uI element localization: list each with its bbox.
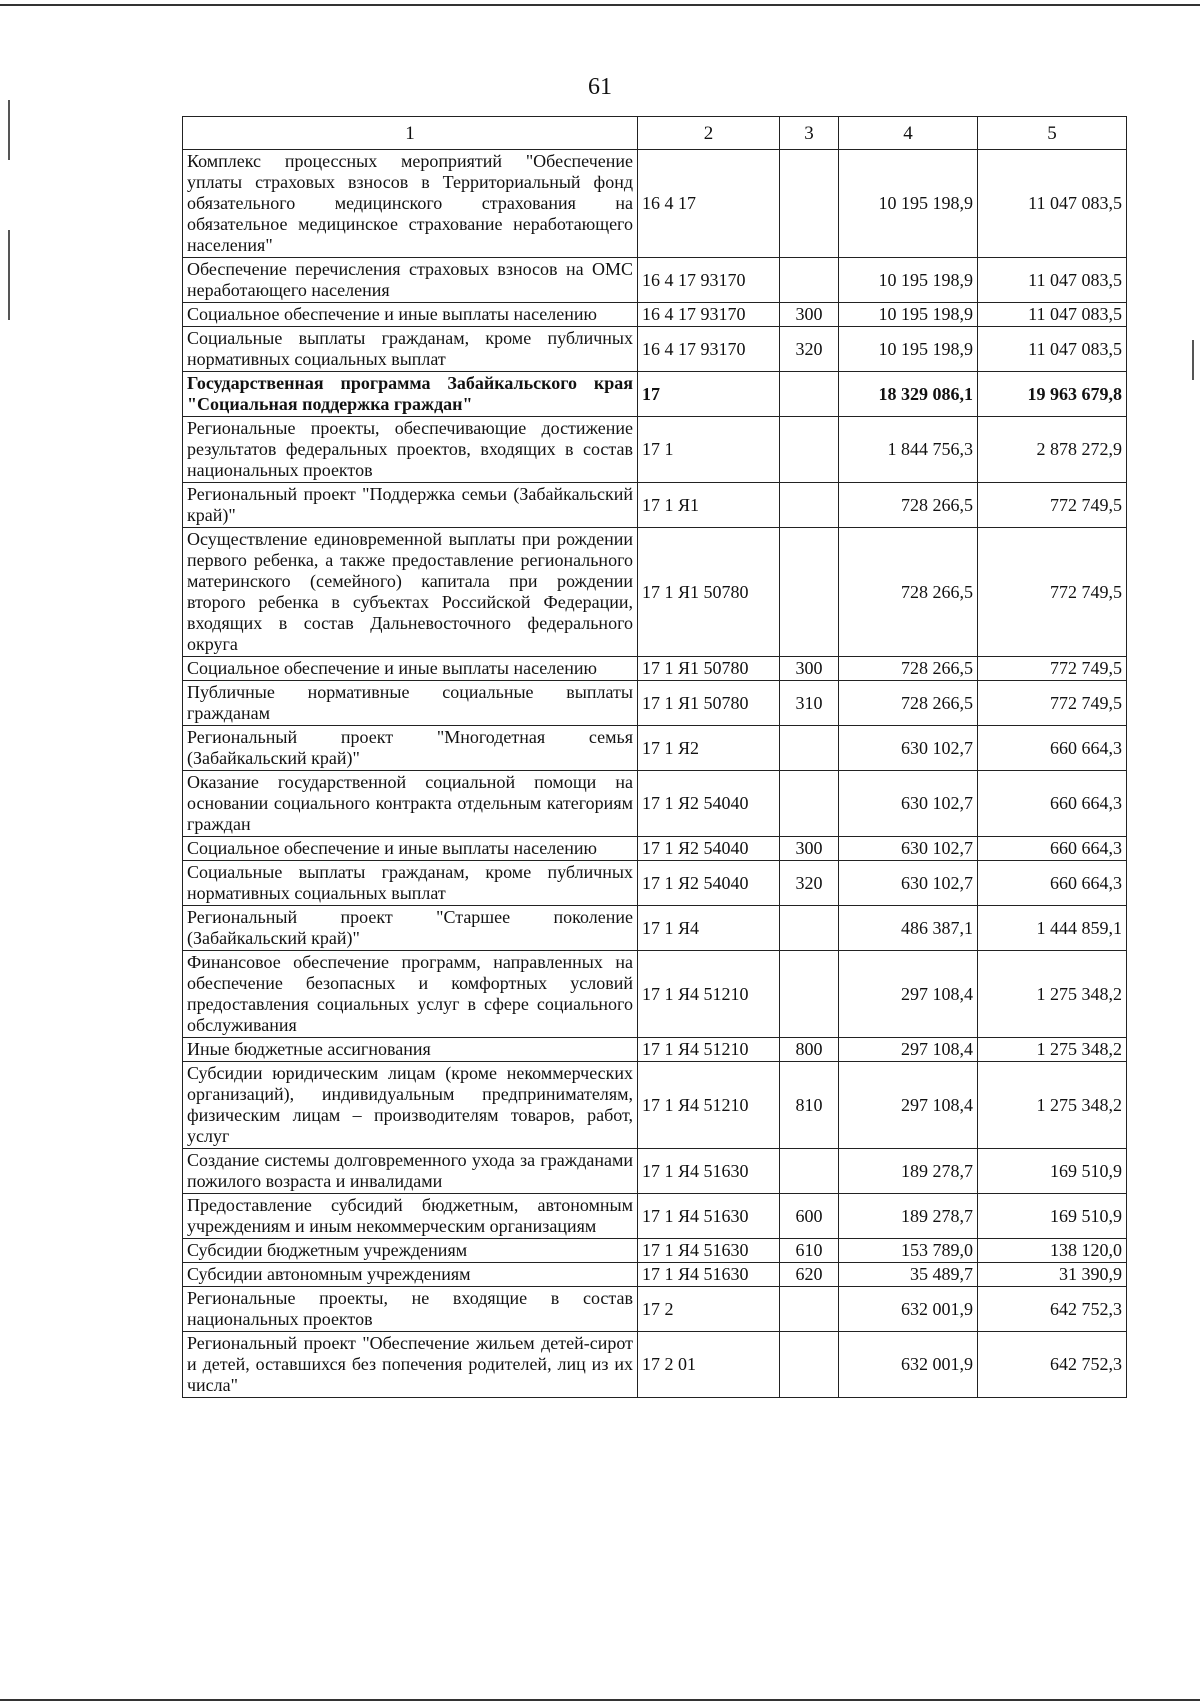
table-row bbox=[183, 1062, 1127, 1149]
row-type-cell: 310 bbox=[780, 681, 839, 726]
row-name-cell: Региональный проект "Обеспечение жильем детей-сирот и детей, оставшихся без попечения родителей, лиц из их числа" bbox=[183, 1332, 638, 1398]
table-row bbox=[183, 372, 1127, 417]
row-value-col4-cell: 189 278,7 bbox=[839, 1149, 978, 1194]
row-name-cell: Социальное обеспечение и иные выплаты населению bbox=[183, 303, 638, 327]
row-name-cell: Оказание государственной социальной помощи на основании социального контракта отдельным категориям граждан bbox=[183, 771, 638, 837]
row-name-cell: Субсидии автономным учреждениям bbox=[183, 1263, 638, 1287]
row-type-cell: 800 bbox=[780, 1038, 839, 1062]
row-value-col5-cell: 169 510,9 bbox=[978, 1149, 1127, 1194]
row-name-cell: Социальные выплаты гражданам, кроме публичных нормативных социальных выплат bbox=[183, 861, 638, 906]
header-col-3: 3 bbox=[780, 117, 839, 150]
header-col-2: 2 bbox=[638, 117, 780, 150]
row-code-cell: 17 1 Я1 50780 bbox=[638, 681, 780, 726]
row-value-col4-cell: 630 102,7 bbox=[839, 861, 978, 906]
table-row bbox=[183, 657, 1127, 681]
row-code-cell: 17 2 01 bbox=[638, 1332, 780, 1398]
row-name-cell: Публичные нормативные социальные выплаты гражданам bbox=[183, 681, 638, 726]
scan-edge-bottom bbox=[0, 1699, 1200, 1701]
row-type-cell bbox=[780, 417, 839, 483]
row-value-col5-cell: 31 390,9 bbox=[978, 1263, 1127, 1287]
row-value-col5-cell: 1 275 348,2 bbox=[978, 1062, 1127, 1149]
row-value-col4-cell: 728 266,5 bbox=[839, 657, 978, 681]
table-row bbox=[183, 726, 1127, 771]
row-value-col4-cell: 632 001,9 bbox=[839, 1332, 978, 1398]
row-value-col5-cell: 1 275 348,2 bbox=[978, 951, 1127, 1038]
row-value-col4-cell: 153 789,0 bbox=[839, 1239, 978, 1263]
table-row bbox=[183, 951, 1127, 1038]
scan-edge-top bbox=[0, 4, 1200, 6]
row-type-cell: 810 bbox=[780, 1062, 839, 1149]
table-row bbox=[183, 483, 1127, 528]
row-type-cell: 600 bbox=[780, 1194, 839, 1239]
row-value-col4-cell: 297 108,4 bbox=[839, 951, 978, 1038]
row-type-cell: 320 bbox=[780, 861, 839, 906]
row-value-col4-cell: 35 489,7 bbox=[839, 1263, 978, 1287]
row-type-cell bbox=[780, 1149, 839, 1194]
header-col-5: 5 bbox=[978, 117, 1127, 150]
row-code-cell: 17 1 Я2 bbox=[638, 726, 780, 771]
row-value-col4-cell: 632 001,9 bbox=[839, 1287, 978, 1332]
row-name-cell: Создание системы долговременного ухода за гражданами пожилого возраста и инвалидами bbox=[183, 1149, 638, 1194]
row-name-cell: Предоставление субсидий бюджетным, автономным учреждениям и иным некоммерческим организациям bbox=[183, 1194, 638, 1239]
row-name-cell: Социальные выплаты гражданам, кроме публичных нормативных социальных выплат bbox=[183, 327, 638, 372]
row-name-cell: Региональный проект "Многодетная семья (Забайкальский край)" bbox=[183, 726, 638, 771]
row-code-cell: 17 1 Я4 51210 bbox=[638, 951, 780, 1038]
row-name-cell: Социальное обеспечение и иные выплаты населению bbox=[183, 837, 638, 861]
row-type-cell bbox=[780, 1287, 839, 1332]
row-value-col5-cell: 660 664,3 bbox=[978, 726, 1127, 771]
row-name-cell: Осуществление единовременной выплаты при рождении первого ребенка, а также предоставление регионального материнского (семейного) капитала при рождении второго ребенка в субъектах Российской Федерации, входящих в состав Дальневосточного федерального округа bbox=[183, 528, 638, 657]
row-value-col5-cell: 19 963 679,8 bbox=[978, 372, 1127, 417]
row-value-col5-cell: 11 047 083,5 bbox=[978, 150, 1127, 258]
row-code-cell: 17 1 Я4 51630 bbox=[638, 1194, 780, 1239]
row-code-cell: 17 1 Я1 50780 bbox=[638, 657, 780, 681]
row-type-cell bbox=[780, 372, 839, 417]
table-row bbox=[183, 771, 1127, 837]
row-name-cell: Региональные проекты, не входящие в состав национальных проектов bbox=[183, 1287, 638, 1332]
row-code-cell: 17 1 Я1 50780 bbox=[638, 528, 780, 657]
table-row bbox=[183, 861, 1127, 906]
row-code-cell: 16 4 17 bbox=[638, 150, 780, 258]
row-value-col5-cell: 11 047 083,5 bbox=[978, 258, 1127, 303]
scan-mark-left bbox=[8, 100, 10, 160]
row-code-cell: 17 1 Я2 54040 bbox=[638, 771, 780, 837]
row-value-col4-cell: 630 102,7 bbox=[839, 837, 978, 861]
table-row bbox=[183, 327, 1127, 372]
row-type-cell: 300 bbox=[780, 837, 839, 861]
header-col-4: 4 bbox=[839, 117, 978, 150]
table-row bbox=[183, 150, 1127, 258]
row-code-cell: 17 1 Я4 51630 bbox=[638, 1263, 780, 1287]
row-value-col5-cell: 772 749,5 bbox=[978, 657, 1127, 681]
row-value-col4-cell: 297 108,4 bbox=[839, 1038, 978, 1062]
row-value-col5-cell: 169 510,9 bbox=[978, 1194, 1127, 1239]
row-value-col5-cell: 138 120,0 bbox=[978, 1239, 1127, 1263]
row-value-col5-cell: 11 047 083,5 bbox=[978, 303, 1127, 327]
row-value-col4-cell: 18 329 086,1 bbox=[839, 372, 978, 417]
row-value-col5-cell: 2 878 272,9 bbox=[978, 417, 1127, 483]
row-value-col5-cell: 660 664,3 bbox=[978, 837, 1127, 861]
row-type-cell bbox=[780, 771, 839, 837]
row-type-cell: 300 bbox=[780, 657, 839, 681]
row-type-cell: 610 bbox=[780, 1239, 839, 1263]
table-row bbox=[183, 1287, 1127, 1332]
row-code-cell: 17 1 Я4 51630 bbox=[638, 1239, 780, 1263]
row-code-cell: 17 1 Я4 51210 bbox=[638, 1038, 780, 1062]
row-code-cell: 17 1 Я4 51210 bbox=[638, 1062, 780, 1149]
table-row bbox=[183, 1194, 1127, 1239]
row-value-col5-cell: 1 275 348,2 bbox=[978, 1038, 1127, 1062]
table-row bbox=[183, 906, 1127, 951]
row-value-col4-cell: 630 102,7 bbox=[839, 771, 978, 837]
row-value-col4-cell: 728 266,5 bbox=[839, 681, 978, 726]
table-row bbox=[183, 258, 1127, 303]
row-value-col4-cell: 486 387,1 bbox=[839, 906, 978, 951]
row-type-cell bbox=[780, 150, 839, 258]
row-type-cell bbox=[780, 258, 839, 303]
row-value-col4-cell: 630 102,7 bbox=[839, 726, 978, 771]
row-code-cell: 17 1 Я2 54040 bbox=[638, 861, 780, 906]
row-type-cell: 320 bbox=[780, 327, 839, 372]
table-row bbox=[183, 837, 1127, 861]
table-row bbox=[183, 528, 1127, 657]
row-code-cell: 17 bbox=[638, 372, 780, 417]
row-code-cell: 17 1 Я4 51630 bbox=[638, 1149, 780, 1194]
row-code-cell: 16 4 17 93170 bbox=[638, 327, 780, 372]
row-name-cell: Региональный проект "Старшее поколение (Забайкальский край)" bbox=[183, 906, 638, 951]
row-name-cell: Субсидии юридическим лицам (кроме некоммерческих организаций), индивидуальным предпринимателям, физическим лицам – производителям товаров, работ, услуг bbox=[183, 1062, 638, 1149]
row-code-cell: 17 1 Я4 bbox=[638, 906, 780, 951]
row-value-col4-cell: 1 844 756,3 bbox=[839, 417, 978, 483]
row-value-col5-cell: 772 749,5 bbox=[978, 528, 1127, 657]
row-name-cell: Субсидии бюджетным учреждениям bbox=[183, 1239, 638, 1263]
row-code-cell: 17 1 Я1 bbox=[638, 483, 780, 528]
row-type-cell bbox=[780, 528, 839, 657]
row-value-col5-cell: 660 664,3 bbox=[978, 771, 1127, 837]
row-value-col5-cell: 642 752,3 bbox=[978, 1287, 1127, 1332]
row-value-col4-cell: 728 266,5 bbox=[839, 483, 978, 528]
row-value-col5-cell: 772 749,5 bbox=[978, 681, 1127, 726]
row-type-cell bbox=[780, 1332, 839, 1398]
row-value-col4-cell: 10 195 198,9 bbox=[839, 258, 978, 303]
table-row bbox=[183, 1239, 1127, 1263]
row-value-col4-cell: 10 195 198,9 bbox=[839, 150, 978, 258]
row-value-col4-cell: 10 195 198,9 bbox=[839, 327, 978, 372]
row-value-col4-cell: 728 266,5 bbox=[839, 528, 978, 657]
table-row bbox=[183, 1263, 1127, 1287]
budget-table bbox=[182, 116, 1127, 1398]
row-name-cell: Социальное обеспечение и иные выплаты населению bbox=[183, 657, 638, 681]
row-type-cell bbox=[780, 951, 839, 1038]
row-value-col5-cell: 772 749,5 bbox=[978, 483, 1127, 528]
table-row bbox=[183, 1332, 1127, 1398]
row-type-cell bbox=[780, 483, 839, 528]
table-row bbox=[183, 303, 1127, 327]
header-col-1: 1 bbox=[183, 117, 638, 150]
row-code-cell: 17 2 bbox=[638, 1287, 780, 1332]
table-body bbox=[183, 150, 1127, 1398]
row-name-cell: Комплекс процессных мероприятий "Обеспечение уплаты страховых взносов в Территориальный фонд обязательного медицинского страхования на обязательное медицинское страхование неработающего населения" bbox=[183, 150, 638, 258]
row-name-cell: Финансовое обеспечение программ, направленных на обеспечение безопасных и комфортных условий предоставления социальных услуг в сфере социального обслуживания bbox=[183, 951, 638, 1038]
row-value-col5-cell: 642 752,3 bbox=[978, 1332, 1127, 1398]
row-type-cell: 300 bbox=[780, 303, 839, 327]
row-code-cell: 17 1 Я2 54040 bbox=[638, 837, 780, 861]
table-row bbox=[183, 681, 1127, 726]
table-row bbox=[183, 1149, 1127, 1194]
table-row bbox=[183, 417, 1127, 483]
page-number: 61 bbox=[588, 74, 612, 100]
row-type-cell: 620 bbox=[780, 1263, 839, 1287]
row-value-col5-cell: 11 047 083,5 bbox=[978, 327, 1127, 372]
scan-mark-right bbox=[1192, 340, 1194, 380]
row-type-cell bbox=[780, 726, 839, 771]
row-code-cell: 16 4 17 93170 bbox=[638, 303, 780, 327]
row-value-col4-cell: 189 278,7 bbox=[839, 1194, 978, 1239]
table-header-row bbox=[183, 117, 1127, 150]
row-name-cell: Региональный проект "Поддержка семьи (Забайкальский край)" bbox=[183, 483, 638, 528]
row-value-col4-cell: 10 195 198,9 bbox=[839, 303, 978, 327]
row-name-cell: Государственная программа Забайкальского края "Социальная поддержка граждан" bbox=[183, 372, 638, 417]
row-value-col5-cell: 1 444 859,1 bbox=[978, 906, 1127, 951]
row-name-cell: Региональные проекты, обеспечивающие достижение результатов федеральных проектов, входящих в состав национальных проектов bbox=[183, 417, 638, 483]
row-type-cell bbox=[780, 906, 839, 951]
scan-mark-left-2 bbox=[8, 230, 10, 320]
row-value-col5-cell: 660 664,3 bbox=[978, 861, 1127, 906]
row-value-col4-cell: 297 108,4 bbox=[839, 1062, 978, 1149]
table-row bbox=[183, 1038, 1127, 1062]
row-code-cell: 17 1 bbox=[638, 417, 780, 483]
row-name-cell: Обеспечение перечисления страховых взносов на ОМС неработающего населения bbox=[183, 258, 638, 303]
row-name-cell: Иные бюджетные ассигнования bbox=[183, 1038, 638, 1062]
row-code-cell: 16 4 17 93170 bbox=[638, 258, 780, 303]
